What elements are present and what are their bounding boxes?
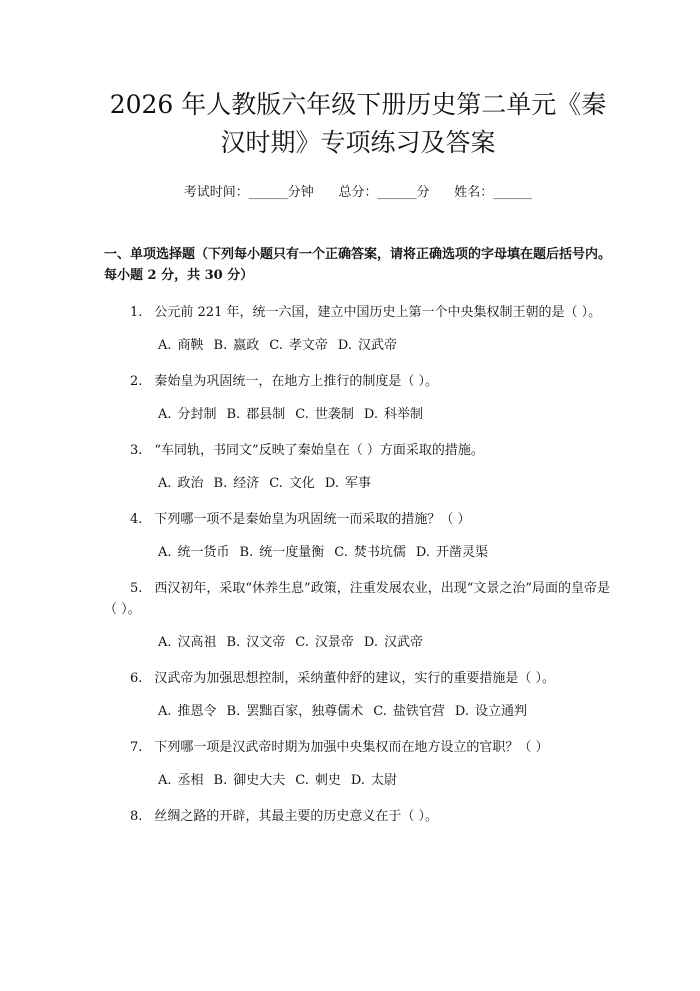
option-item xyxy=(158,545,230,560)
question-item xyxy=(104,578,612,620)
option-text: 郡县制 xyxy=(246,407,286,422)
option-item xyxy=(416,545,488,560)
option-item xyxy=(364,635,423,650)
option-item xyxy=(455,704,527,719)
option-letter: D. xyxy=(350,773,365,788)
option-letter: B. xyxy=(213,338,228,353)
question-list xyxy=(104,302,612,827)
option-row xyxy=(104,337,612,355)
document-title: 2026 年人教版六年级下册历史第二单元《秦汉时期》专项练习及答案 xyxy=(109,90,607,157)
document-page xyxy=(0,86,700,991)
option-letter: B. xyxy=(213,476,228,491)
option-text: 御史大夫 xyxy=(233,773,286,788)
option-item xyxy=(158,704,217,719)
option-item xyxy=(158,635,217,650)
option-text: 太尉 xyxy=(370,773,397,788)
option-text: 军事 xyxy=(344,476,371,491)
question-number: 8. xyxy=(130,809,143,824)
option-text: 刺史 xyxy=(314,773,341,788)
option-text: 统一度量衡 xyxy=(259,545,325,560)
option-letter: B. xyxy=(213,773,228,788)
option-row xyxy=(104,475,612,493)
question-number: 7. xyxy=(130,740,143,755)
option-item xyxy=(351,773,397,788)
option-row xyxy=(104,634,612,652)
question-number: 2. xyxy=(130,374,143,389)
question-text: 汉武帝为加强思想控制，采纳董仲舒的建议，实行的重要措施是（ ）。 xyxy=(154,671,556,686)
option-text: 经济 xyxy=(233,476,260,491)
option-text: 焚书坑儒 xyxy=(353,545,406,560)
option-text: 设立通判 xyxy=(474,704,527,719)
option-text: 世袭制 xyxy=(314,407,354,422)
option-item xyxy=(295,635,354,650)
option-item xyxy=(158,407,217,422)
option-item xyxy=(214,338,260,353)
option-item xyxy=(364,407,423,422)
option-row xyxy=(104,406,612,424)
option-letter: D. xyxy=(415,545,430,560)
option-row xyxy=(104,703,612,721)
option-text: 汉高祖 xyxy=(177,635,217,650)
question-number: 4. xyxy=(130,512,143,527)
option-letter: C. xyxy=(295,407,309,422)
question-item xyxy=(104,806,612,827)
option-row xyxy=(104,544,612,562)
question-item xyxy=(104,737,612,758)
question-item xyxy=(104,509,612,530)
option-letter: C. xyxy=(269,338,283,353)
option-letter: A. xyxy=(158,773,172,788)
option-item xyxy=(373,704,445,719)
option-letter: A. xyxy=(158,635,172,650)
option-text: 孝文帝 xyxy=(288,338,328,353)
question-number: 6. xyxy=(130,671,143,686)
option-item xyxy=(338,338,397,353)
question-text: 西汉初年，采取“休养生息”政策，注重发展农业，出现“文景之治”局面的皇帝是（ ）。 xyxy=(104,581,610,617)
option-text: 文化 xyxy=(288,476,315,491)
option-letter: C. xyxy=(295,635,309,650)
option-letter: B. xyxy=(239,545,254,560)
question-item xyxy=(104,371,612,392)
option-text: 汉武帝 xyxy=(383,635,423,650)
option-text: 科举制 xyxy=(383,407,423,422)
option-letter: B. xyxy=(226,704,241,719)
question-text: 丝绸之路的开辟，其最主要的历史意义在于（ ）。 xyxy=(154,809,439,824)
question-text: 下列哪一项不是秦始皇为巩固统一而采取的措施？（ ） xyxy=(154,512,471,527)
question-number: 3. xyxy=(130,443,143,458)
option-letter: D. xyxy=(324,476,339,491)
option-letter: A. xyxy=(158,338,172,353)
option-item xyxy=(227,635,286,650)
option-item xyxy=(227,407,286,422)
question-number: 1. xyxy=(130,305,143,320)
option-text: 丞相 xyxy=(177,773,204,788)
option-text: 商鞅 xyxy=(177,338,204,353)
option-letter: A. xyxy=(158,545,172,560)
option-letter: A. xyxy=(158,476,172,491)
option-item xyxy=(240,545,325,560)
option-text: 盐铁官营 xyxy=(392,704,445,719)
option-text: 罢黜百家，独尊儒术 xyxy=(246,704,364,719)
option-item xyxy=(325,476,371,491)
section-heading: 一、单项选择题（下列每小题只有一个正确答案，请将正确选项的字母填在题后括号内。每小题 2 分，共 30 分） xyxy=(104,247,612,283)
question-text: “车同轨，书同文”反映了秦始皇在（ ）方面采取的措施。 xyxy=(154,443,484,458)
exam-meta-line: 考试时间：______分钟 总分：______分 姓名：______ xyxy=(183,185,533,200)
option-letter: D. xyxy=(337,338,352,353)
question-item xyxy=(104,440,612,461)
option-row xyxy=(104,772,612,790)
option-letter: C. xyxy=(334,545,348,560)
question-text: 公元前 221 年，统一六国，建立中国历史上第一个中央集权制王朝的是（ ）。 xyxy=(154,305,602,320)
option-text: 汉文帝 xyxy=(246,635,286,650)
option-letter: D. xyxy=(454,704,469,719)
option-text: 汉武帝 xyxy=(357,338,397,353)
question-item xyxy=(104,668,612,689)
option-item xyxy=(295,407,354,422)
option-letter: A. xyxy=(158,704,172,719)
option-item xyxy=(214,773,286,788)
option-text: 推恩令 xyxy=(177,704,217,719)
option-letter: C. xyxy=(269,476,283,491)
option-letter: D. xyxy=(363,635,378,650)
option-item xyxy=(158,773,204,788)
option-item xyxy=(334,545,406,560)
option-item xyxy=(269,338,328,353)
option-letter: A. xyxy=(158,407,172,422)
option-letter: C. xyxy=(373,704,387,719)
question-text: 秦始皇为巩固统一，在地方上推行的制度是（ ）。 xyxy=(154,374,439,389)
question-number: 5. xyxy=(130,581,143,596)
option-text: 统一货币 xyxy=(177,545,230,560)
option-text: 政治 xyxy=(177,476,204,491)
question-text: 下列哪一项是汉武帝时期为加强中央集权而在地方设立的官职？（ ） xyxy=(154,740,549,755)
option-item xyxy=(269,476,315,491)
option-text: 开凿灵渠 xyxy=(435,545,488,560)
option-text: 汉景帝 xyxy=(314,635,354,650)
option-letter: B. xyxy=(226,407,241,422)
option-letter: D. xyxy=(363,407,378,422)
option-letter: B. xyxy=(226,635,241,650)
option-text: 嬴政 xyxy=(233,338,260,353)
question-item xyxy=(104,302,612,323)
option-text: 分封制 xyxy=(177,407,217,422)
option-item xyxy=(214,476,260,491)
option-item xyxy=(295,773,341,788)
option-item xyxy=(158,338,204,353)
option-item xyxy=(158,476,204,491)
option-item xyxy=(227,704,364,719)
option-letter: C. xyxy=(295,773,309,788)
